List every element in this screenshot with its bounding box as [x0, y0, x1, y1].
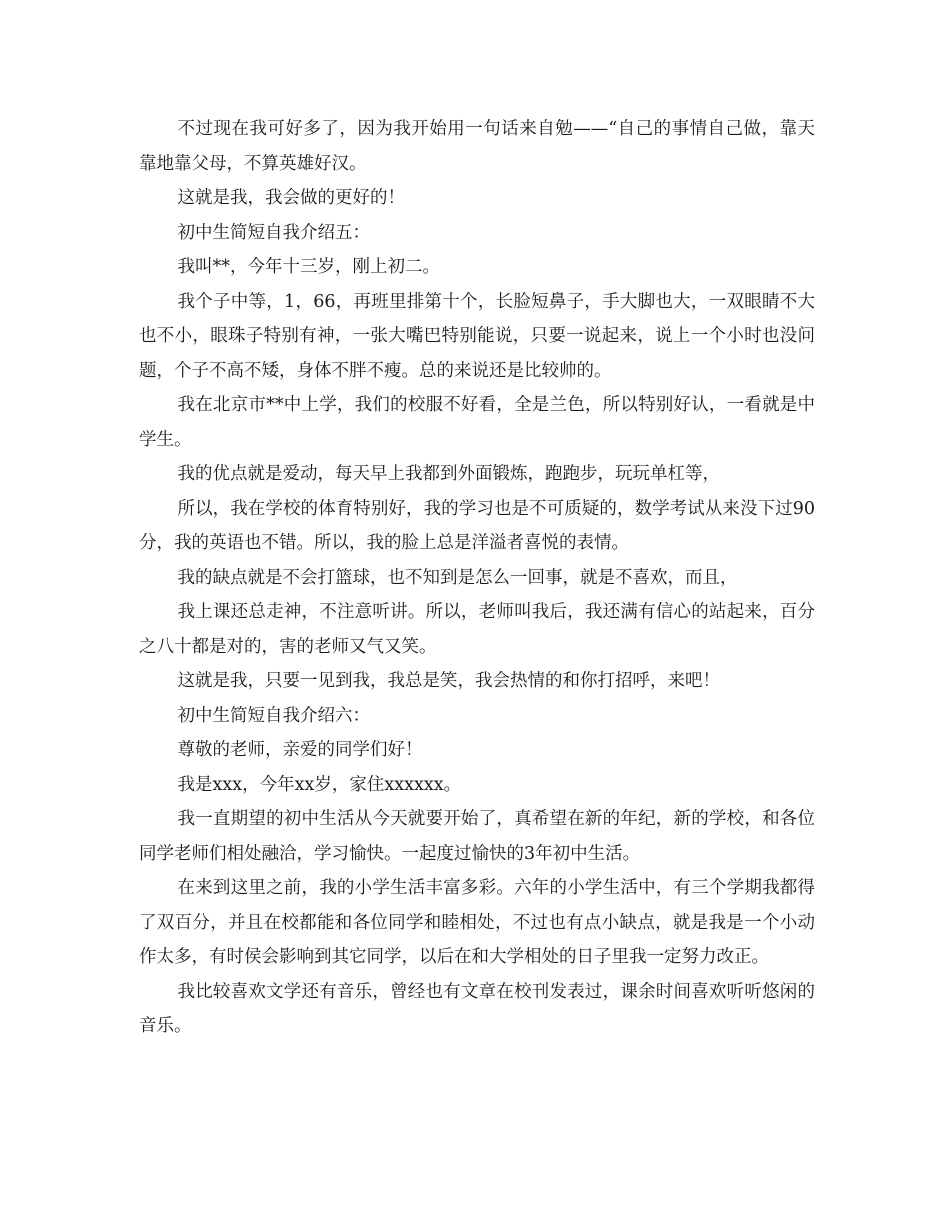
- paragraph: 我比较喜欢文学还有音乐，曾经也有文章在校刊发表过，课余时间喜欢听听悠闲的音乐。: [139, 981, 815, 1036]
- paragraph: 这就是我，只要一见到我，我总是笑，我会热情的和你打招呼，来吧！: [177, 671, 720, 691]
- paragraph: 我在北京市**中上学，我们的校服不好看，全是兰色，所以特别好认，一看就是中学生。: [139, 395, 815, 450]
- paragraph: 所以，我在学校的体育特别好，我的学习也是不可质疑的，数学考试从来没下过90分，我的英语也不错。所以，我的脸上总是洋溢者喜悦的表情。: [139, 498, 815, 553]
- paragraph: 我的缺点就是不会打篮球，也不知到是怎么一回事，就是不喜欢，而且，: [177, 567, 738, 588]
- document-body: [139, 112, 815, 1044]
- paragraph: 这就是我，我会做的更好的！: [177, 188, 405, 208]
- paragraph: 尊敬的老师，亲爱的同学们好！: [177, 740, 423, 760]
- paragraph: 不过现在我可好多了，因为我开始用一句话来自勉——“自己的事情自己做，靠天靠地靠父母，不算英雄好汉。: [139, 119, 815, 174]
- paragraph: 我个子中等，1，66，再班里排第十个，长脸短鼻子，手大脚也大，一双眼睛不大也不小，眼珠子特别有神，一张大嘴巴特别能说，只要一说起来，说上一个小时也没问题，个子不高不矮，身体不胖不瘦。总的来说还是比较帅的。: [139, 291, 815, 381]
- section-heading: 初中生简短自我介绍六：: [177, 705, 370, 726]
- section-heading: 初中生简短自我介绍五：: [177, 222, 370, 243]
- paragraph: 我是xxx，今年xx岁，家住xxxxxx。: [177, 774, 462, 795]
- paragraph: 我叫**，今年十三岁，刚上初二。: [177, 257, 440, 277]
- paragraph: 我一直期望的初中生活从今天就要开始了，真希望在新的年纪，新的学校，和各位同学老师们相处融洽，学习愉快。一起度过愉快的3年初中生活。: [139, 809, 815, 864]
- paragraph: 我的优点就是爱动，每天早上我都到外面锻炼，跑跑步，玩玩单杠等，: [177, 464, 720, 484]
- paragraph: 我上课还总走神，不注意听讲。所以，老师叫我后，我还满有信心的站起来，百分之八十都是对的，害的老师又气又笑。: [139, 602, 815, 657]
- paragraph: 在来到这里之前，我的小学生活丰富多彩。六年的小学生活中，有三个学期我都得了双百分，并且在校都能和各位同学和睦相处，不过也有点小缺点，就是我是一个小动作太多，有时侯会影响到其它同学，以后在和大学相处的日子里我一定努力改正。: [139, 878, 815, 967]
